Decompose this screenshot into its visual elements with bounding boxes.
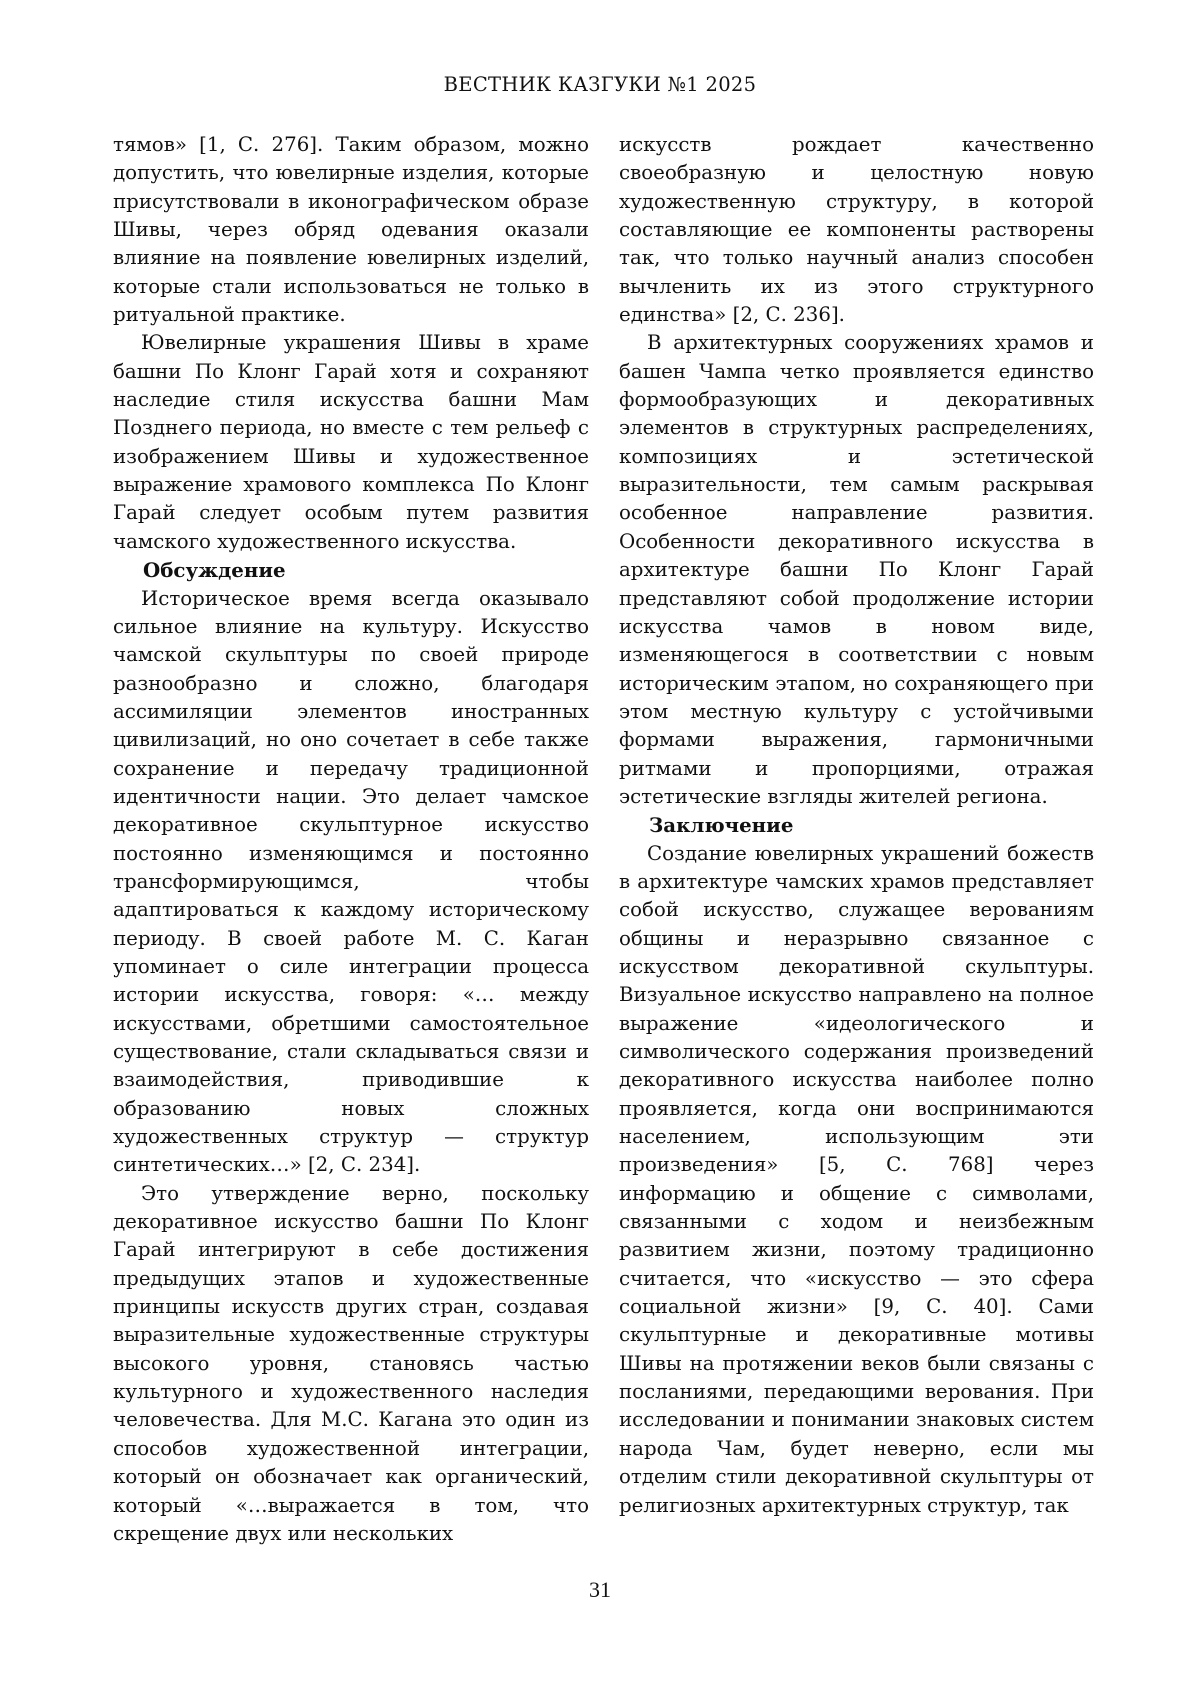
- paragraph: тямов» [1, С. 276]. Таким образом, можно допустить, что ювелирные изделия, которые присутствовали в иконографическом образе Шивы, через обряд одевания оказали влияние на появление ювелирных изделий, которые стали использоваться не только в ритуальной практике.: [113, 133, 589, 327]
- page-number: 31: [589, 1577, 611, 1602]
- paragraph: искусств рождает качественно своеобразную и целостную новую художественную структуру, в которой составляющие ее компоненты растворены так, что только научный анализ способен вычленить их из этого структурного единства» [2, С. 236].: [619, 133, 1094, 327]
- section-heading-discussion: Обсуждение: [143, 558, 286, 583]
- section-heading-conclusion: Заключение: [649, 813, 794, 838]
- running-header: ВЕСТНИК КАЗГУКИ №1 2025: [443, 73, 757, 96]
- paragraph: Ювелирные украшения Шивы в храме башни По Клонг Гарай хотя и сохраняют наследие стиля искусства башни Мам Позднего периода, но вместе с тем рельеф с изображением Шивы и художественное выражение храмового комплекса По Клонг Гарай следует особым путем развития чамского художественного искусства.: [113, 331, 589, 553]
- paragraph: Это утверждение верно, поскольку декоративное искусство башни По Клонг Гарай интегрируют в себе достижения предыдущих этапов и художественные принципы искусств других стран, создавая выразительные художественные структуры высокого уровня, становясь частью культурного и художественного наследия человечества. Для М.С. Кагана это один из способов художественной интеграции, который он обозначает как органический, который «…выражается в том, что скрещение двух или нескольких: [113, 1181, 589, 1545]
- paragraph: Создание ювелирных украшений божеств в архитектуре чамских храмов представляет собой искусство, служащее верованиям общины и неразрывно связанное с искусством декоративной скульптуры. Визуальное искусство направлено на полное выражение «идеологического и символического содержания произведений декоративного искусства наиболее полно проявляется, когда они воспринимаются населением, использующим эти произведения» [5, С. 768] через информацию и общение с символами, связанными с ходом и неизбежным развитием жизни, поэтому традиционно считается, что «искусство — это сфера социальной жизни» [9, С. 40]. Сами скульптурные и декоративные мотивы Шивы на протяжении веков были связаны с посланиями, передающими верования. При исследовании и понимании знаковых систем народа Чам, будет неверно, если мы отделим стили декоративной скульптуры от религиозных архитектурных структур, так: [619, 841, 1094, 1517]
- paragraph: Историческое время всегда оказывало сильное влияние на культуру. Искусство чамской скульптуры по своей природе разнообразно и сложно, благодаря ассимиляции элементов иностранных цивилизаций, но оно сочетает в себе также сохранение и передачу традиционной идентичности нации. Это делает чамское декоративное скульптурное искусство постоянно изменяющимся и постоянно трансформирующимся, чтобы адаптироваться к каждому историческому периоду. В своей работе М. С. Каган упоминает о силе интеграции процесса истории искусства, говоря: «… между искусствами, обретшими самостоятельное существование, стали складываться связи и взаимодействия, приводившие к образованию новых сложных художественных структур — структур синтетических…» [2, С. 234].: [113, 586, 589, 1177]
- paragraph: В архитектурных сооружениях храмов и башен Чампа четко проявляется единство формообразующих и декоративных элементов в структурных распределениях, композициях и эстетической выразительности, тем самым раскрывая особенное направление развития. Особенности декоративного искусства в архитектуре башни По Клонг Гарай представляют собой продолжение истории искусства чамов в новом виде, изменяющегося в соответствии с новым историческим этапом, но сохраняющего при этом местную культуру с устойчивыми формами выражения, гармоничными ритмами и пропорциями, отражая эстетические взгляды жителей региона.: [619, 331, 1094, 808]
- left-column: [113, 131, 589, 1548]
- right-column: [619, 131, 1094, 1520]
